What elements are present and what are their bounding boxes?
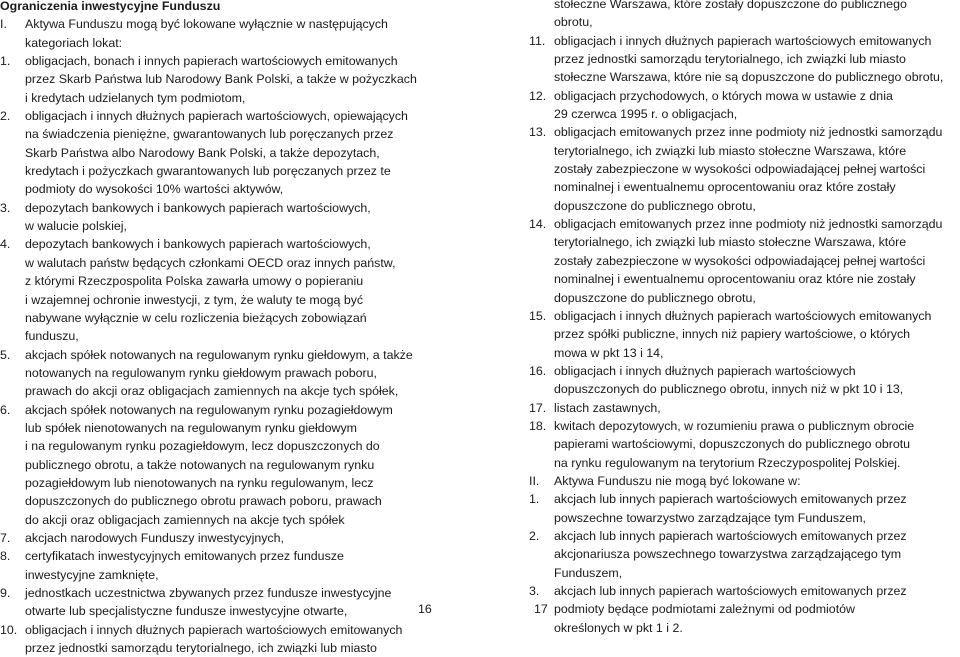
list-item — [0, 199, 470, 236]
list-item-text — [554, 417, 960, 472]
text-line: dopuszczone do publicznego obrotu, — [554, 290, 756, 305]
list-item-number: 2. — [529, 528, 540, 543]
text-line: podmioty do wysokości 10% wartości aktywów, — [25, 182, 284, 197]
page-number-right: 17 — [534, 602, 548, 616]
text-line: 29 czerwca 1995 r. o obligacjach, — [554, 107, 738, 122]
list-item — [0, 52, 470, 107]
list-item-text — [554, 582, 960, 637]
list-item — [529, 362, 960, 399]
text-line: i kredytach udzielanych tym podmiotom, — [25, 90, 246, 105]
text-line: powszechne towarzystwo zarządzające tym Funduszem, — [554, 510, 866, 525]
list-item-number: 7. — [0, 530, 11, 545]
text-line: określonych w pkt 1 i 2. — [554, 620, 683, 635]
list-item-text — [25, 235, 470, 345]
list-item-number: 10. — [0, 622, 18, 637]
list-item — [529, 399, 960, 417]
text-line: akcjach lub innych papierach wartościowych emitowanych przez — [554, 584, 907, 598]
list-item-number: 15. — [529, 308, 547, 323]
section-title: Ograniczenia inwestycyjne Funduszu — [0, 0, 221, 13]
list-item-number: 3. — [0, 200, 11, 215]
list-item-text — [25, 52, 470, 107]
list-item-number: 3. — [529, 584, 540, 598]
left-list — [0, 52, 470, 657]
text-line: dopuszczonych do publicznego obrotu prawach poboru, prawach — [25, 494, 382, 509]
text-line: obligacjach, bonach i innych papierach wartościowych emitowanych — [25, 54, 398, 69]
text-line: papierami wartościowymi, dopuszczonych do publicznego obrotu — [554, 437, 911, 452]
text-line: kategoriach lokat: — [25, 35, 123, 50]
list-item-text — [554, 362, 960, 399]
text-line: nabywane wyłącznie w celu rozliczenia bieżących zobowiązań — [25, 310, 367, 325]
list-item-number: 12. — [529, 88, 547, 103]
text-line: akcjach spółek notowanych na regulowanym rynku pozagiełdowym — [25, 402, 393, 417]
text-line: Aktywa Funduszu mogą być lokowane wyłącznie w następujących — [25, 17, 388, 32]
list-item-text — [554, 490, 960, 527]
section-intro — [0, 15, 470, 52]
text-line: terytorialnego, ich związki lub miasto stołeczne Warszawa, które — [554, 143, 907, 158]
right-column — [529, 0, 960, 637]
list-item-text — [25, 401, 470, 529]
list-item-text — [554, 87, 960, 124]
list-item-text — [25, 346, 470, 401]
text-line: akcjach narodowych Funduszy inwestycyjnych, — [25, 530, 284, 545]
text-line: otwarte lub specjalistyczne fundusze inwestycyjne otwarte, — [25, 604, 348, 619]
text-line: przez jednostki samorządu terytorialnego, ich związki lub miasto — [554, 52, 906, 67]
list-item — [0, 401, 470, 529]
list-item — [529, 32, 960, 87]
list-item-number: 1. — [0, 54, 11, 69]
list-item-text — [25, 547, 470, 584]
list-item-number: II. — [529, 473, 540, 488]
text-line: obligacjach i innych dłużnych papierach wartościowych emitowanych — [554, 308, 932, 323]
text-line: jednostkach uczestnictwa zbywanych przez fundusze inwestycyjne — [25, 586, 392, 600]
list-item-text — [25, 621, 470, 657]
text-line: podmioty będące podmiotami zależnymi od podmiotów — [554, 602, 855, 617]
list-item — [529, 417, 960, 472]
text-line: pozagiełdowym lub nienotowanych na rynku regulowanym, lecz — [25, 475, 374, 490]
text-line: stołeczne Warszawa, które zostały dopuszczone do publicznego — [554, 0, 907, 11]
text-line: przez Skarb Państwa lub Narodowy Bank Polski, a także w pożyczkach — [25, 72, 417, 87]
text-line: Skarb Państwa albo Narodowy Bank Polski, a także depozytach, — [25, 145, 380, 160]
list-item-number: 6. — [0, 402, 11, 417]
text-line: nominalnej i ewentualnemu oprocentowaniu oraz które nie zostały — [554, 272, 916, 287]
list-item-text — [25, 199, 470, 236]
text-line: publicznego obrotu, a także notowanych na regulowanym rynku — [25, 457, 375, 472]
text-line: obligacjach i innych dłużnych papierach wartościowych emitowanych — [554, 33, 932, 48]
list-item-text — [554, 215, 960, 307]
list-item-text — [25, 107, 470, 199]
text-line: w walucie polskiej, — [25, 219, 127, 234]
list-item — [529, 582, 960, 637]
list-item — [0, 346, 470, 401]
text-line: dopuszczone do publicznego obrotu, — [554, 198, 756, 213]
text-line: depozytach bankowych i bankowych papierach wartościowych, — [25, 237, 371, 252]
text-line: zostały zabezpieczone w wysokości odpowiadającej pełnej wartości — [554, 253, 926, 268]
list-item-number: 8. — [0, 549, 11, 564]
text-line: obligacjach emitowanych przez inne podmioty niż jednostki samorządu — [554, 125, 943, 140]
text-line: z którymi Rzeczpospolita Polska zawarła umowy o popieraniu — [25, 274, 364, 289]
text-line: terytorialnego, ich związki lub miasto stołeczne Warszawa, które — [554, 235, 907, 250]
text-line: i na regulowanym rynku pozagiełdowym, lecz dopuszczonych do — [25, 439, 380, 454]
text-line: kredytach i pożyczkach gwarantowanych lub poręczanych przez te — [25, 164, 391, 179]
list-item — [0, 107, 470, 199]
list-item — [529, 215, 960, 307]
list-item-text — [554, 399, 960, 417]
list-item-text — [554, 307, 960, 362]
text-line: lub spółek nienotowanych na regulowanym rynku giełdowym — [25, 420, 357, 435]
text-line: certyfikatach inwestycyjnych emitowanych przez fundusze — [25, 549, 344, 564]
list-item — [0, 584, 470, 621]
list-item-text — [554, 32, 960, 87]
text-line: na świadczenia pieniężne, gwarantowanych lub poręczanych przez — [25, 127, 394, 142]
text-line: obligacjach i innych dłużnych papierach wartościowych, opiewających — [25, 109, 408, 124]
list-item-number: 11. — [529, 33, 546, 48]
text-line: obrotu, — [554, 15, 593, 30]
list-item — [529, 472, 960, 490]
text-line: stołeczne Warszawa, które nie są dopuszczone do publicznego obrotu, — [554, 70, 944, 85]
list-item — [0, 235, 470, 345]
list-item-number: 1. — [529, 492, 540, 507]
list-item-number: I. — [0, 17, 7, 32]
text-line: akcjach lub innych papierach wartościowych emitowanych przez — [554, 492, 907, 507]
text-line: obligacjach przychodowych, o których mowa w ustawie z dnia — [554, 88, 893, 103]
text-line: i wzajemnej ochronie inwestycji, z tym, że waluty te mogą być — [25, 292, 364, 307]
text-line: akcjach spółek notowanych na regulowanym rynku giełdowym, a także — [25, 347, 413, 362]
list-item-number: 14. — [529, 217, 547, 232]
list-item-number: 2. — [0, 109, 11, 124]
list-item — [0, 529, 470, 547]
text-line: obligacjach i innych dłużnych papierach wartościowych — [554, 363, 856, 378]
text-line: funduszu, — [25, 329, 79, 344]
text-line: do akcji oraz obligacjach zamiennych na akcje tych spółek — [25, 512, 345, 527]
list-item-number: 13. — [529, 125, 547, 140]
text-line: przez spółki publiczne, innych niż papiery wartościowe, o których — [554, 327, 911, 342]
list-item-number: 4. — [0, 237, 11, 252]
list-item-number: 9. — [0, 586, 11, 600]
text-line: akcjach lub innych papierach wartościowych emitowanych przez — [554, 528, 907, 543]
text-line: depozytach bankowych i bankowych papierach wartościowych, — [25, 200, 371, 215]
text-line: prawach do akcji oraz obligacjach zamiennych na akcje tych spółek, — [25, 384, 399, 399]
text-line: obligacjach i innych dłużnych papierach wartościowych emitowanych — [25, 622, 403, 637]
list-item — [529, 307, 960, 362]
list-item-text — [554, 472, 960, 490]
left-column — [0, 0, 470, 657]
text-line: dopuszczonych do publicznego obrotu, innych niż w pkt 10 i 13, — [554, 382, 904, 397]
text-line: nominalnej i ewentualnemu oprocentowaniu oraz które zostały — [554, 180, 896, 195]
text-line: akcjonariusza powszechnego towarzystwa zarządzającego tym — [554, 547, 902, 562]
text-line: kwitach depozytowych, w rozumieniu prawa o publicznym obrocie — [554, 418, 915, 433]
text-line: zostały zabezpieczone w wysokości odpowiadającej pełnej wartości — [554, 162, 926, 177]
text-line: na rynku regulowanym na terytorium Rzeczypospolitej Polskiej. — [554, 455, 901, 470]
list-item — [529, 490, 960, 527]
list-item-text — [25, 15, 470, 52]
list-item-text — [25, 584, 470, 621]
text-line: obligacjach emitowanych przez inne podmioty niż jednostki samorządu — [554, 217, 943, 232]
list-item-text — [554, 527, 960, 582]
text-line: w walutach państw będących członkami OECD oraz innych państw, — [25, 255, 396, 270]
list-item-number: 5. — [0, 347, 11, 362]
text-line: Funduszem, — [554, 565, 623, 580]
page-number-left: 16 — [418, 602, 432, 616]
list-item — [0, 621, 470, 657]
list-item — [529, 87, 960, 124]
text-line: inwestycyjne zamknięte, — [25, 567, 159, 582]
list-item-number: 17. — [529, 400, 547, 415]
text-line: Aktywa Funduszu nie mogą być lokowane w: — [554, 473, 801, 488]
continuation-text — [529, 0, 960, 32]
list-item — [0, 547, 470, 584]
right-list — [529, 32, 960, 637]
list-item-number: 16. — [529, 363, 547, 378]
list-item — [529, 123, 960, 215]
list-item — [529, 527, 960, 582]
list-item-text — [25, 529, 470, 547]
text-line: mowa w pkt 13 i 14, — [554, 345, 664, 360]
text-line: notowanych na regulowanym rynku giełdowym prawach poboru, — [25, 365, 377, 380]
text-line: listach zastawnych, — [554, 400, 661, 415]
list-item-number: 18. — [529, 418, 547, 433]
list-item-text — [554, 123, 960, 215]
text-line: przez jednostki samorządu terytorialnego, ich związki lub miasto — [25, 641, 377, 656]
